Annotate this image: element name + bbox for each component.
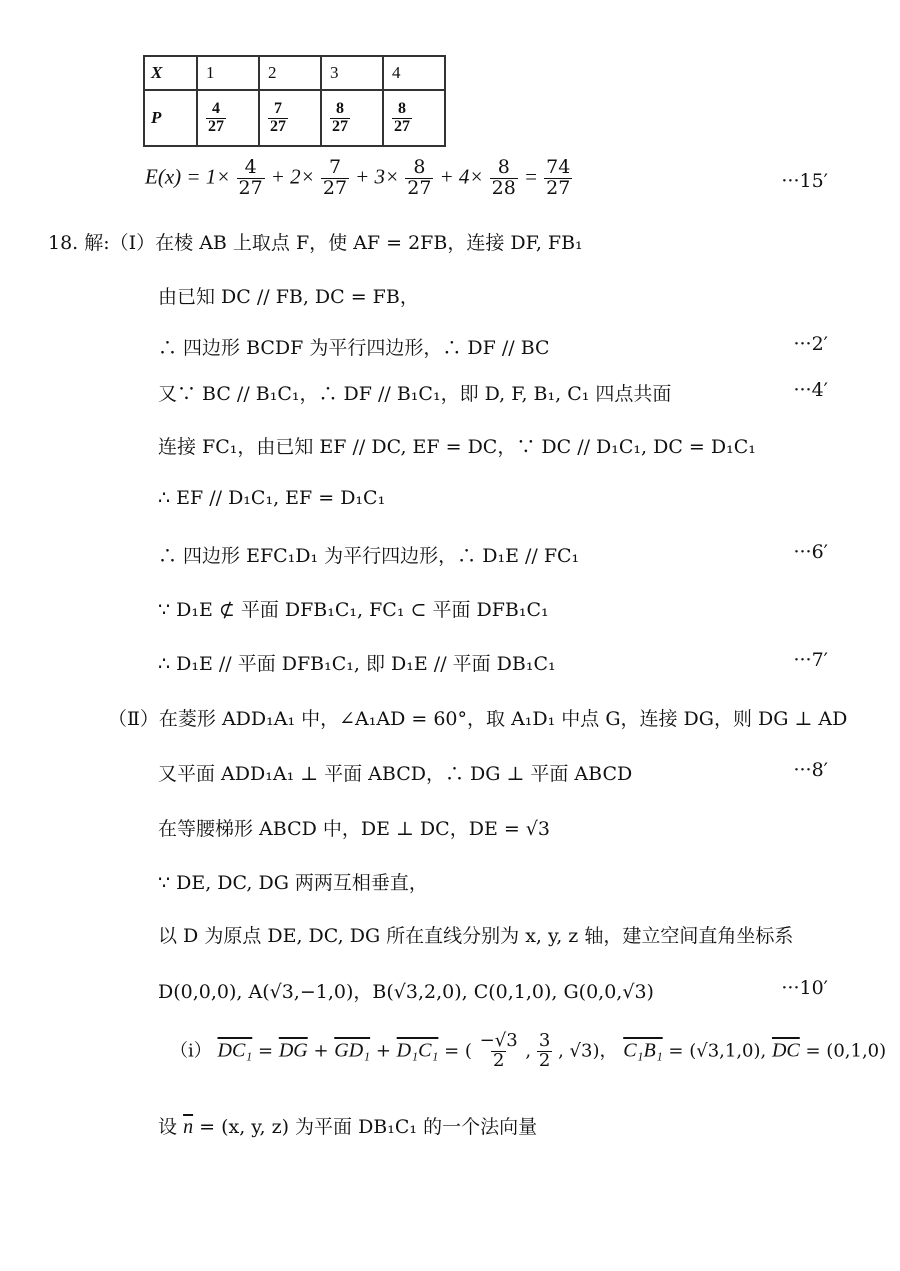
table-x-3: 3 — [321, 56, 383, 90]
solution-line-12: 在等腰梯形 ABCD 中，DE ⊥ DC，DE = √3 — [158, 818, 551, 840]
solution-line-5: 连接 FC₁，由已知 EF // DC, EF = DC，∵ DC // D₁C₁, DC = D₁C₁ — [158, 436, 756, 458]
distribution-table — [143, 55, 446, 147]
table-x-2: 2 — [259, 56, 321, 90]
solution-line-8: ∵ D₁E ⊄ 平面 DFB₁C₁, FC₁ ⊂ 平面 DFB₁C₁ — [158, 599, 549, 621]
table-p-4: $\frac{8}{27}$ — [383, 90, 445, 146]
score-mark-2: ···2′ — [793, 333, 828, 355]
solution-line-11: 又平面 ADD₁A₁ ⊥ 平面 ABCD，∴ DG ⊥ 平面 ABCD — [158, 763, 633, 785]
solution-line-9: ∴ D₁E // 平面 DFB₁C₁, 即 D₁E // 平面 DB₁C₁ — [158, 653, 556, 675]
score-mark-10: ···10′ — [781, 977, 828, 999]
solution-line-3: ∴ 四边形 BCDF 为平行四边形，∴ DF // BC — [158, 337, 550, 359]
solution-line-6: ∴ EF // D₁C₁, EF = D₁C₁ — [158, 487, 386, 509]
table-p-1: $\frac{4}{27}$ — [197, 90, 259, 146]
solution-line-10: （Ⅱ）在菱形 ADD₁A₁ 中，∠A₁AD = 60°，取 A₁D₁ 中点 G，连接 DG，则 DG ⊥ AD — [108, 708, 848, 730]
solution-line-15: D(0,0,0), A(√3,−1,0)，B(√3,2,0), C(0,1,0), G(0,0,√3) — [158, 981, 654, 1003]
expectation-formula: E(x) = 1× $\frac{4}{27}$ + 2× $\frac{7}{27}$ + 3× $\frac{8}{27}$ + 4× $\frac{8}{28}$ = $\frac{74}{27}$ — [145, 156, 571, 199]
solution-line-7: ∴ 四边形 EFC₁D₁ 为平行四边形，∴ D₁E // FC₁ — [158, 545, 580, 567]
table-x-1: 1 — [197, 56, 259, 90]
score-mark-8: ···8′ — [793, 759, 828, 781]
table-x-4: 4 — [383, 56, 445, 90]
solution-line-2: 由已知 DC // FB, DC = FB， — [158, 286, 419, 308]
score-mark-15: ···15′ — [781, 170, 828, 192]
score-mark-6: ···6′ — [793, 541, 828, 563]
table-p-label: P — [144, 90, 197, 146]
table-p-3: $\frac{8}{27}$ — [321, 90, 383, 146]
table-p-2: $\frac{7}{27}$ — [259, 90, 321, 146]
solution-line-4: 又∵ BC // B₁C₁，∴ DF // B₁C₁，即 D, F, B₁, C₁ 四点共面 — [158, 383, 672, 405]
solution-line-1: 18. 解:（Ⅰ）在棱 AB 上取点 F，使 AF = 2FB，连接 DF, FB₁ — [48, 232, 583, 254]
solution-line-13: ∵ DE, DC, DG 两两互相垂直， — [158, 872, 428, 894]
vector-line: （ⅰ） $DC_1 = \overline{DG} + GD_1 + D_1C_1$ = ( $\frac{-√3}{2}$ , $\frac{3}{2}$ , √3)， C₁B₁ = (√3,1,0), $\overline{DC} = (0,1,0)$ — [170, 1030, 887, 1071]
normal-vector-line: 设 $\overline{n} = (x$, y, z) 为平面 DB₁C₁ 的一个法向量 — [158, 1116, 538, 1138]
score-mark-7: ···7′ — [793, 649, 828, 671]
score-mark-4: ···4′ — [793, 379, 828, 401]
solution-line-14: 以 D 为原点 DE, DC, DG 所在直线分别为 x, y, z 轴，建立空间直角坐标系 — [158, 925, 794, 947]
table-x-label: X — [144, 56, 197, 90]
